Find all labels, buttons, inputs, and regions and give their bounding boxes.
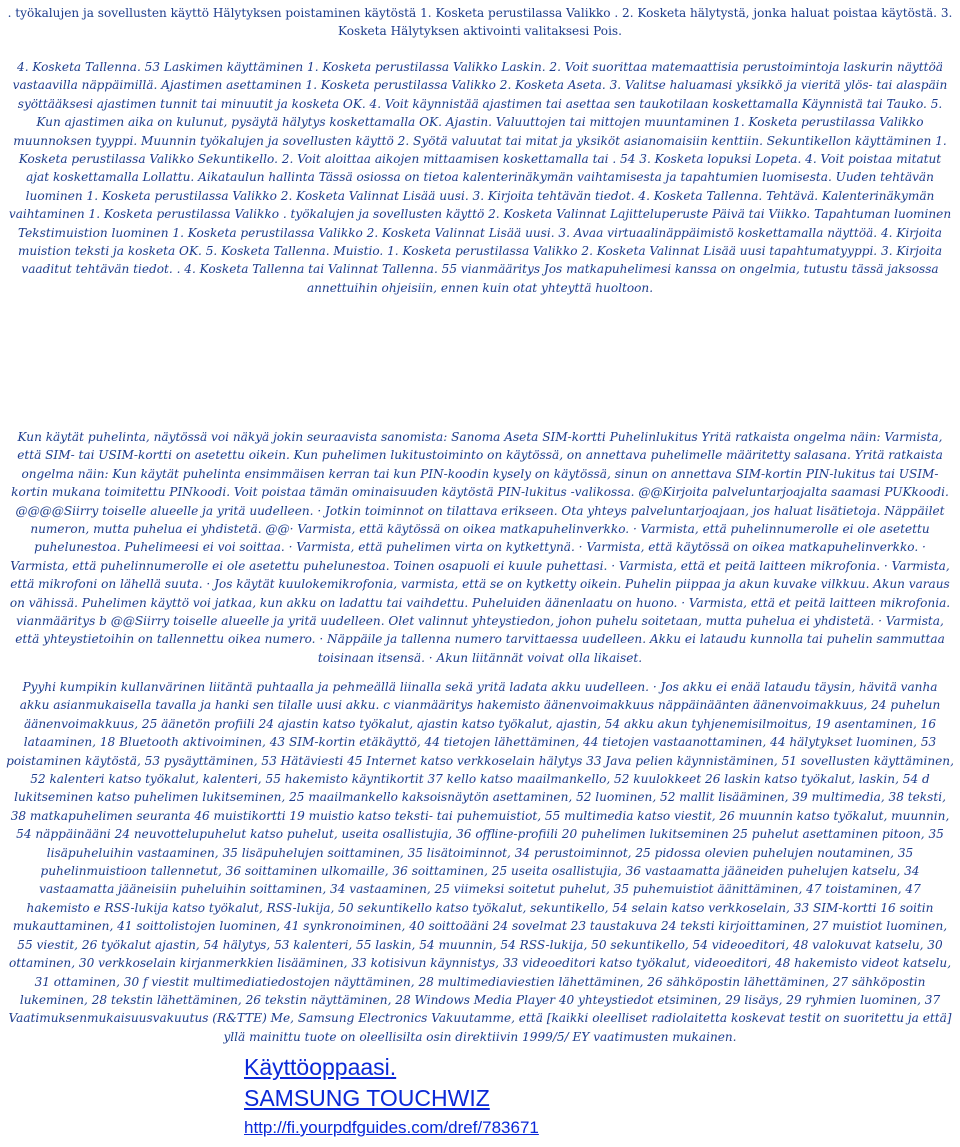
product-link[interactable]: SAMSUNG TOUCHWIZ bbox=[244, 1085, 490, 1111]
index-paragraph: Pyyhi kumpikin kullanvärinen liitäntä puhtaalla ja pehmeällä liinalla sekä yritä ladata akku uudelleen. · Jos akku ei enää lataudu täysin, hävitä vanha akku asianmukaisella tavalla ja hanki sen tilalle uusi akku. c vianmääritys hakemisto äänenvoimakkuus näppäinäänten äänenvoimakkuus, 24 puhelun äänenvoimakkuus, 25 äänetön profiili 24 ajastin katso työkalut, ajastin katso työkalut, ajastin, 54 akku akun tyhjenemisilmoitus, 19 asentaminen, 16 lataaminen, 18 Bluetooth aktivoiminen, 43 SIM-kortin etäkäyttö, 44 tietojen lähettäminen, 44 tietojen vastaanottaminen, 44 hälytykset luominen, 53 poistaminen käytöstä, 53 pysäyttäminen, 53 Hätäviesti 45 Internet katso verkkoselain hälytys 33 Java pelien käynnistäminen, 51 sovellusten käyttäminen, 52 kalenteri katso työkalut, kalenteri, 55 hakemisto käyntikortit 37 kello katso maailmankello, 52 kuulokkeet 26 laskin katso työkalut, laskin, 54 d lukitseminen katso puhelimen lukitseminen, 25 maailmankello kaksoisnäytön asettaminen, 52 luominen, 52 mallit lisääminen, 39 multimedia, 38 teksti, 38 matkapuhelimen seuranta 46 muistikortti 19 muistio katso teksti- tai puhemuistiot, 55 multimedia katso viestit, 26 muunnin katso työkalut, muunnin, 54 näppäinääni 24 neuvottelupuhelut katso puhelut, useita osallistujia, 36 offline-profiili 20 puhelimen lukitseminen 25 puhelut asettaminen pitoon, 35 lisäpuheluihin vastaaminen, 35 lisäpuhelujen soittaminen, 35 lisätoiminnot, 34 perustoiminnot, 25 pidossa olevien puhelujen noutaminen, 35 puhelinmuistioon tallennetut, 36 soittaminen ulkomaille, 36 soittaminen, 25 useita osallistujia, 36 vastaamatta jääneiden puhelujen katselu, 34 vastaamatta jääneisiin puheluihin soittaminen, 34 vastaaminen, 25 viimeksi soitetut puhelut, 35 puhemuistiot äänittäminen, 47 toistaminen, 47 hakemisto e RSS-lukija katso työkalut, RSS-lukija, 50 sekuntikello katso työkalut, sekuntikello, 54 selain katso verkkoselain, 33 SIM-kortti 16 soitin mukauttaminen, 41 soittolistojen luominen, 41 synkronoiminen, 40 soittoääni 24 sovelmat 23 taustakuva 24 teksti kirjoittaminen, 27 muistiot luominen, 55 viestit, 26 työkalut ajastin, 54 hälytys, 53 kalenteri, 55 laskin, 54 muunnin, 54 RSS-lukija, 50 sekuntikello, 54 videoeditori, 48 valokuvat katselu, 30 ottaminen, 30 verkkoselain kirjanmerkkien lisääminen, 33 kotisivun käynnistys, 33 videoeditori katso työkalut, videoeditori, 48 hakemisto videot katselu, 31 ottaminen, 30 f viestit multimediatiedostojen näyttäminen, 28 multimediaviestien lähettäminen, 26 sähköpostin lähettäminen, 27 sähköpostin lukeminen, 28 tekstin lähettäminen, 26 tekstin näyttäminen, 28 Windows Media Player 40 yhteystiedot etsiminen, 29 lisäys, 29 ryhmien luominen, 37 Vaatimuksenmukaisuusvakuutus (R&TTE) Me, Samsung Electronics Vakuutamme, että [kaikki oleelliset radiolaitetta koskevat testit on suoritettu ja että] yllä mainittu tuote on oleellisilta osin direktiivin 1999/5/ EY vaatimusten mukainen. bbox=[6, 680, 954, 1044]
intro-paragraph: . työkalujen ja sovellusten käyttö Hälytyksen poistaminen käytöstä 1. Kosketa perustilassa Valikko . 2. Kosketa hälytystä, jonka haluat poistaa käytöstä. 3. Kosketa Hälytyksen aktivointi valitaksesi Pois. bbox=[7, 6, 953, 39]
source-url-link[interactable]: http://fi.yourpdfguides.com/dref/783671 bbox=[244, 1118, 539, 1137]
footer-links bbox=[244, 1052, 539, 1140]
troubleshooting-paragraph: Kun käytät puhelinta, näytössä voi näkyä jokin seuraavista sanomista: Sanoma Aseta SIM-kortti Puhelinlukitus Yritä ratkaista ongelma näin: Varmista, että SIM- tai USIM-kortti on asetettu oikein. Kun puhelimen lukitustoiminto on käytössä, on annettava puhelimelle määritetty salasana. Yritä ratkaista ongelma näin: Kun käytät puhelinta ensimmäisen kerran tai kun PIN-koodin kysely on käytössä, sinun on annettava SIM-kortin PIN-lukitus tai USIM-kortin mukana toimitettu PINkoodi. Voit poistaa tämän ominaisuuden käytöstä PIN-lukitus -valikossa. @@Kirjoita palveluntarjoajalta saamasi PUKkoodi. @@@@Siirry toiselle alueelle ja yritä uudelleen. · Jotkin toiminnot on tilattava erikseen. Ota yhteys palveluntarjoajaan, jos haluat lisätietoja. Näppäilet numeron, mutta puhelua ei yhdistetä. @@· Varmista, että käytössä on oikea matkapuhelinverkko. · Varmista, että puhelinnumerolle ei ole asetettu puhelunestoa. Puhelimeesi ei voi soittaa. · Varmista, että puhelimen virta on kytkettynä. · Varmista, että käytössä on oikea matkapuhelinverkko. · Varmista, että puhelinnumerolle ei ole asetettu puhelunestoa. Toinen osapuoli ei kuule puhettasi. · Varmista, että et peitä laitteen mikrofonia. · Varmista, että mikrofoni on lähellä suuta. · Jos käytät kuulokemikrofonia, varmista, että se on kytketty oikein. Puhelin piippaa ja akun kuvake vilkkuu. Akun varaus on vähissä. Puhelimen käyttö voi jatkaa, kun akku on ladattu tai vaihdettu. Puheluiden äänenlaatu on huono. · Varmista, että et peitä laitteen mikrofonia. vianmääritys b @@Siirry toiselle alueelle ja yritä uudelleen. Olet valinnut yhteystiedon, johon puhelu soitetaan, mutta puhelua ei yhdistetä. · Varmista, että yhteystietoihin on tallennettu oikea numero. · Näppäile ja tallenna numero tarvittaessa uudelleen. Akku ei lataudu kunnolla tai puhelin sammuttaa toisinaan itsensä. · Akun liitännät voivat olla likaiset. bbox=[9, 430, 951, 665]
manual-link[interactable]: Käyttöoppaasi. bbox=[244, 1054, 397, 1080]
instructions-paragraph: 4. Kosketa Tallenna. 53 Laskimen käyttäminen 1. Kosketa perustilassa Valikko Laskin. 2. Voit suorittaa matemaattisia perustoimintoja laskurin näyttöä vastaavilla näppäimillä. Ajastimen asettaminen 1. Kosketa perustilassa Valikko 2. Kosketa Aseta. 3. Valitse haluamasi yksikkö ja vieritä ylös- tai alaspäin syöttääksesi ajastimen tunnit tai minuutit ja kosketa OK. 4. Voit käynnistää ajastimen tai asettaa sen taukotilaan koskettamalla Käynnistä tai Tauko. 5. Kun ajastimen aika on kulunut, pysäytä hälytys koskettamalla OK. Ajastin. Valuuttojen tai mittojen muuntaminen 1. Kosketa perustilassa Valikko muunnoksen tyyppi. Muunnin työkalujen ja sovellusten käyttö 2. Syötä valuutat tai mitat ja yksiköt asianomaisiin kenttiin. Sekuntikellon käyttäminen 1. Kosketa perustilassa Valikko Sekuntikello. 2. Voit aloittaa aikojen mittaamisen koskettamalla tai . 54 3. Kosketa lopuksi Lopeta. 4. Voit poistaa mitatut ajat koskettamalla Lollattu. Aikataulun hallinta Tässä osiossa on tietoa kalenterinäkymän vaihtamisesta ja tapahtumien luomisesta. Uuden tehtävän luominen 1. Kosketa perustilassa Valikko 2. Kosketa Valinnat Lisää uusi. 3. Kirjoita tehtävän tiedot. 4. Kosketa Tallenna. Tehtävä. Kalenterinäkymän vaihtaminen 1. Kosketa perustilassa Valikko . työkalujen ja sovellusten käyttö 2. Kosketa Valinnat Lajitteluperuste Päivä tai Viikko. Tapahtuman luominen Tekstimuistion luominen 1. Kosketa perustilassa Valikko 2. Kosketa Valinnat Lisää uusi. 3. Avaa virtuaalinäppäimistö koskettamalla näyttöä. 4. Kirjoita muistion teksti ja kosketa OK. 5. Kosketa Tallenna. Muistio. 1. Kosketa perustilassa Valikko 2. Kosketa Valinnat Lisää uusi tapahtumatyyppi. 3. Kirjoita vaaditut tehtävän tiedot. . 4. Kosketa Tallenna tai Valinnat Tallenna. 55 vianmääritys Jos matkapuhelimesi kanssa on ongelmia, tutustu tässä jaksossa annettuihin ohjeisiin, ennen kuin otat yhteyttä huoltoon. bbox=[8, 60, 952, 295]
